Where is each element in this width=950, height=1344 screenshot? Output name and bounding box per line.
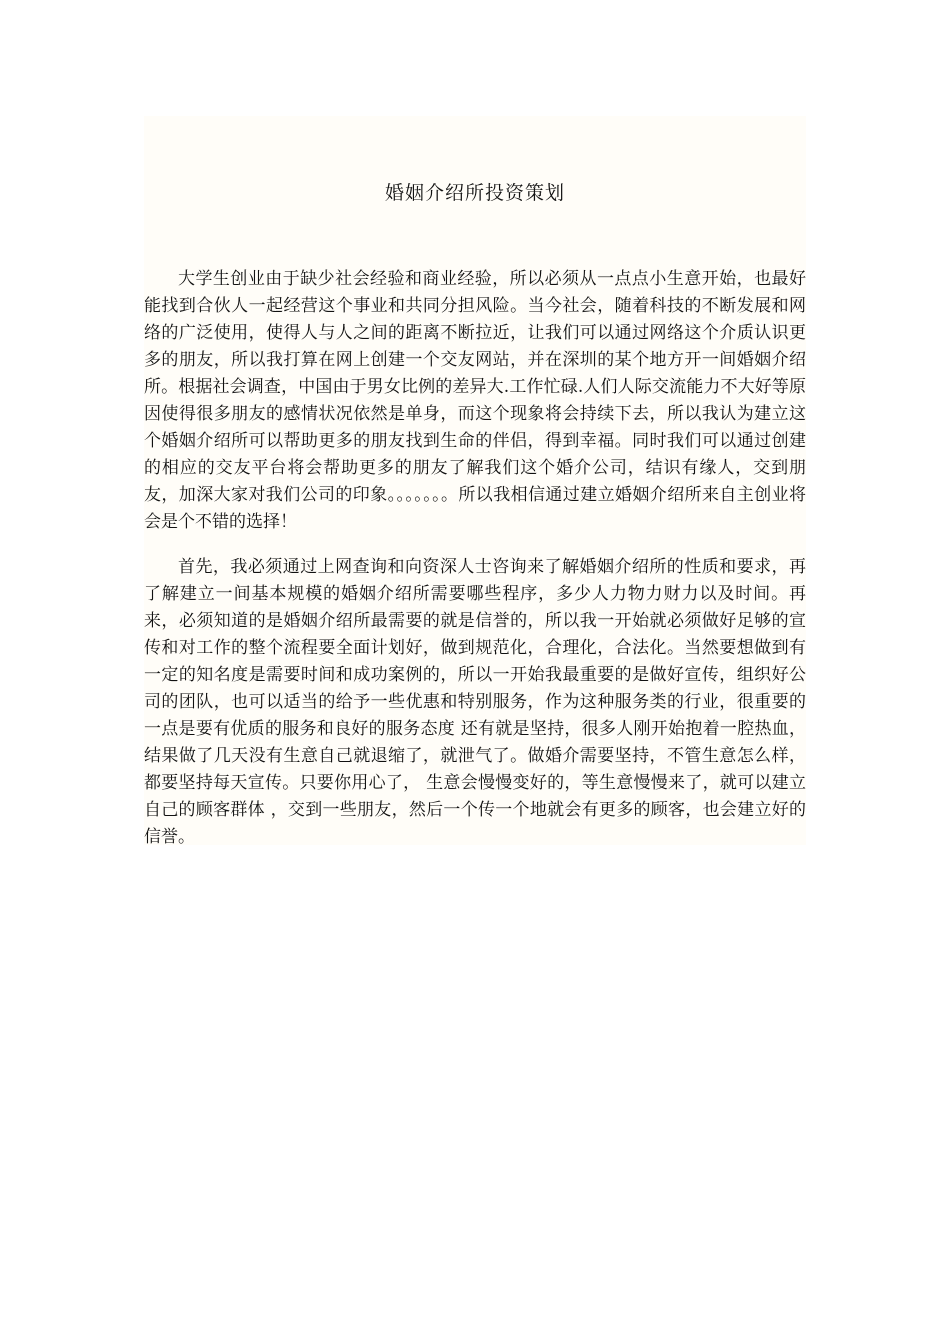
document-text-block: [144, 116, 806, 845]
document-title: 婚姻介绍所投资策划: [384, 182, 565, 204]
paragraph-intro: 大学生创业由于缺少社会经验和商业经验，所以必须从一点点小生意开始，也最好能找到合伙人一起经营这个事业和共同分担风险。当今社会，随着科技的不断发展和网络的广泛使用，使得人与人之间的距离不断拉近，让我们可以通过网络这个介质认识更多的朋友，所以我打算在网上创建一个交友网站，并在深圳的某个地方开一间婚姻介绍所。根据社会调查，中国由于男女比例的差异大.工作忙碌.人们人际交流能力不大好等原因使得很多朋友的感情状况依然是单身，而这个现象将会持续下去，所以我认为建立这个婚姻介绍所可以帮助更多的朋友找到生命的伴侣，得到幸福。同时我们可以通过创建的相应的交友平台将会帮助更多的朋友了解我们这个婚介公司，结识有缘人，交到朋友，加深大家对我们公司的印象。。。。。。。所以我相信通过建立婚姻介绍所来自主创业将会是个不错的选择！: [144, 269, 806, 532]
paragraph-plan: 首先，我必须通过上网查询和向资深人士咨询来了解婚姻介绍所的性质和要求，再了解建立一间基本规模的婚姻介绍所需要哪些程序，多少人力物力财力以及时间。再来，必须知道的是婚姻介绍所最需要的就是信誉的，所以我一开始就必须做好足够的宣传和对工作的整个流程要全面计划好，做到规范化，合理化，合法化。当然要想做到有一定的知名度是需要时间和成功案例的，所以一开始我最重要的是做好宣传，组织好公司的团队，也可以适当的给予一些优惠和特别服务，作为这种服务类的行业，很重要的一点是要有优质的服务和良好的服务态度 还有就是坚持，很多人刚开始抱着一腔热血，结果做了几天没有生意自己就退缩了，就泄气了。做婚介需要坚持，不管生意怎么样，都要坚持每天宣传。只要你用心了， 生意会慢慢变好的，等生意慢慢来了，就可以建立自己的顾客群体 ，交到一些朋友，然后一个传一个地就会有更多的顾客，也会建立好的信誉。: [144, 557, 806, 847]
